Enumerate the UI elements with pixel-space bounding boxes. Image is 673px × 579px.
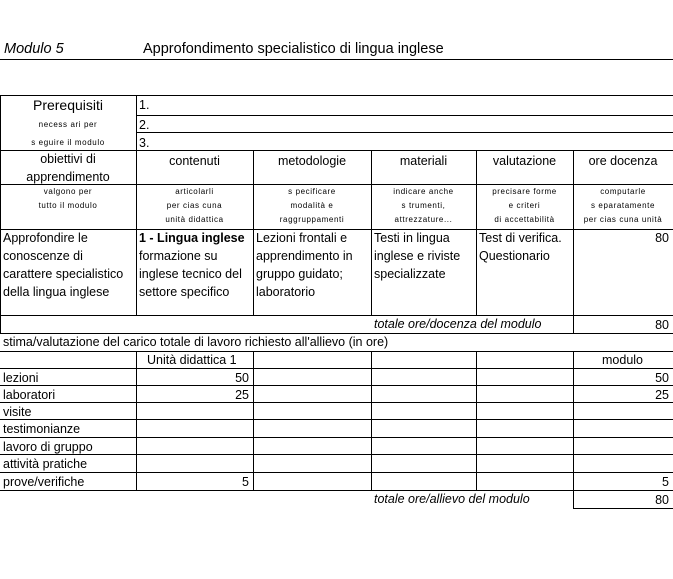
- title-underline: [0, 59, 673, 60]
- methods-line-3: gruppo guidato;: [256, 267, 343, 281]
- workload-row-label: laboratori: [3, 388, 56, 402]
- total-teacher-bottom: [0, 333, 673, 334]
- hint-hours-1: computarle: [600, 187, 646, 196]
- hint-methods-1: s pecificare: [288, 187, 336, 196]
- hint-contents-1: articolarli: [175, 187, 214, 196]
- workload-col-4: [476, 351, 477, 490]
- workload-row-label: lezioni: [3, 371, 39, 385]
- workload-row-label: testimonianze: [3, 422, 81, 436]
- workload-total-box-bottom: [573, 508, 673, 509]
- contents-line-1: formazione su: [139, 249, 218, 263]
- col-line-2: [253, 150, 254, 315]
- workload-col-3: [371, 351, 372, 490]
- hint-objectives-2: tutto il modulo: [38, 201, 98, 210]
- workload-row-unit: 5: [242, 475, 249, 489]
- evaluation-line-2: Questionario: [479, 249, 550, 263]
- prereq-sub-1: necess ari per: [38, 120, 98, 129]
- col-line-3: [371, 150, 372, 315]
- prereq-line-2: [136, 132, 673, 133]
- materials-line-2: inglese e riviste: [374, 249, 461, 263]
- header-hours: ore docenza: [588, 154, 658, 168]
- header-evaluation: valutazione: [492, 154, 557, 168]
- total-student-label: totale ore/allievo del modulo: [374, 492, 530, 506]
- total-student-value: 80: [655, 493, 669, 507]
- workload-row-label: prove/verifiche: [3, 475, 85, 489]
- workload-row-module: 25: [655, 388, 669, 402]
- hint-evaluation-3: di accettabilità: [494, 215, 555, 224]
- header-contents: contenuti: [169, 154, 220, 168]
- header-materials: materiali: [399, 154, 448, 168]
- workload-row-unit: 25: [235, 388, 249, 402]
- workload-row-label: lavoro di gruppo: [3, 440, 93, 454]
- contents-line-2: inglese tecnico del: [139, 267, 242, 281]
- hours-value: 80: [655, 231, 669, 245]
- hint-methods-3: raggruppamenti: [279, 215, 345, 224]
- workload-row-label: attività pratiche: [3, 457, 88, 471]
- objective-line-4: della lingua inglese: [3, 285, 110, 299]
- workload-row-unit: 50: [235, 371, 249, 385]
- total-teacher-value: 80: [655, 318, 669, 332]
- workload-row-module: 5: [662, 475, 669, 489]
- module-title: Approfondimento specialistico di lingua inglese: [143, 41, 444, 57]
- prereq-item-2[interactable]: 2.: [139, 118, 150, 132]
- hint-evaluation-1: precisare forme: [492, 187, 557, 196]
- methods-line-2: apprendimento in: [256, 249, 353, 263]
- prereq-sub-2: s eguire il modulo: [31, 138, 105, 147]
- objective-line-3: carattere specialistico: [3, 267, 124, 281]
- header-methods: metodologie: [277, 154, 347, 168]
- workload-col-2: [253, 351, 254, 490]
- hint-hours-3: per cias cuna unità: [583, 215, 663, 224]
- materials-line-1: Testi in lingua: [374, 231, 450, 245]
- hint-materials-3: attrezzature...: [394, 215, 453, 224]
- workload-module-header: modulo: [602, 353, 643, 367]
- prereq-item-1[interactable]: 1.: [139, 98, 150, 112]
- hint-evaluation-2: e criteri: [508, 201, 541, 210]
- materials-line-3: specializzate: [374, 267, 446, 281]
- objective-line-1: Approfondire le: [3, 231, 88, 245]
- hint-objectives-1: valgono per: [43, 187, 93, 196]
- hint-methods-2: modalità e: [290, 201, 334, 210]
- prereq-line-1: [136, 115, 673, 116]
- workload-title: stima/valutazione del carico totale di lavoro richiesto all'allievo (in ore): [3, 335, 389, 349]
- methods-line-1: Lezioni frontali e: [256, 231, 348, 245]
- unit-title: 1 - Lingua inglese: [139, 231, 245, 245]
- table-border-top: [0, 95, 673, 96]
- workload-row-module: 50: [655, 371, 669, 385]
- module-number: Modulo 5: [4, 41, 64, 57]
- prereq-label: Prerequisiti: [32, 97, 104, 113]
- header-objectives-2: apprendimento: [26, 170, 110, 184]
- objective-line-2: conoscenze di: [3, 249, 83, 263]
- workload-row-label: visite: [3, 405, 32, 419]
- methods-line-4: laboratorio: [256, 285, 316, 299]
- prereq-item-3[interactable]: 3.: [139, 136, 150, 150]
- evaluation-line-1: Test di verifica.: [479, 231, 562, 245]
- hint-contents-3: unità didattica: [165, 215, 224, 224]
- workload-unit-header: Unità didattica 1: [147, 353, 237, 367]
- hint-hours-2: s eparatamente: [591, 201, 655, 210]
- total-teacher-label: totale ore/docenza del modulo: [374, 317, 542, 331]
- contents-line-3: settore specifico: [139, 285, 230, 299]
- header-objectives-1: obiettivi di: [40, 152, 96, 166]
- hint-contents-2: per cias cuna: [166, 201, 223, 210]
- col-line-4: [476, 150, 477, 315]
- hint-materials-2: s trumenti,: [401, 201, 446, 210]
- table-border-left: [0, 95, 1, 333]
- hint-materials-1: indicare anche: [393, 187, 454, 196]
